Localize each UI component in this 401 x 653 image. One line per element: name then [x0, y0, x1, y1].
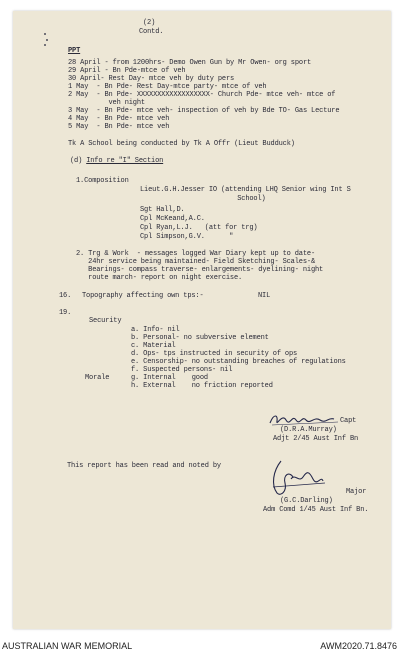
- security-item: h. External no friction reported: [131, 382, 273, 390]
- item16-text: Topography affecting own tps:-: [82, 292, 204, 300]
- signature1-name: (D.R.A.Murray): [280, 426, 337, 434]
- program-line: 1 May - Bn Pde- Rest Day-mtce party- mtce of veh: [68, 83, 267, 91]
- signature2-rank: Major: [346, 488, 367, 496]
- section-d-heading: (d) Info re "I" Section: [70, 157, 164, 165]
- signature-darling: [263, 457, 343, 499]
- item19-number: 19.: [59, 309, 72, 317]
- program-line: 28 April - from 1200hrs- Demo Owen Gun by Mr Owen- org sport: [68, 59, 312, 67]
- program-line: 3 May - Bn Pde- mtce veh- inspection of veh by Bde TO- Gas Lecture: [68, 107, 340, 115]
- morale-label: Morale: [85, 374, 110, 382]
- trg-work-line: 24hr service being maintained- Field Sketching- Scales-&: [76, 258, 315, 266]
- member-line: Cpl Simpson,G.V. ": [140, 233, 234, 241]
- program-line: 5 May - Bn Pde- mtce veh: [68, 123, 170, 131]
- document-page: [13, 11, 391, 629]
- security-item: c. Material: [131, 342, 176, 350]
- program-line: 2 May - Bn Pde- XXXXXXXXXXXXXXXXXX- Church Pde- mtce veh- mtce of: [68, 91, 336, 99]
- school-note: Tk A School being conducted by Tk A Offr (Lieut Budduck): [68, 140, 295, 148]
- signature2-name: (G.C.Darling): [280, 497, 333, 505]
- item16-number: 16.: [59, 292, 72, 300]
- footer-source: AUSTRALIAN WAR MEMORIAL: [2, 641, 133, 651]
- security-item: f. Suspected persons- nil: [131, 366, 233, 374]
- program-line: veh night: [68, 99, 145, 107]
- noted-line: This report has been read and noted by: [67, 462, 221, 470]
- footer-bar: [0, 638, 401, 653]
- security-item: a. Info- nil: [131, 326, 180, 334]
- member-line: School): [140, 195, 266, 203]
- program-line: 29 April - Bn Pde-mtce of veh: [68, 67, 186, 75]
- program-label: PPT: [68, 47, 81, 55]
- trg-work-line: Bearings- compass traverse- enlargements- dyelining- night: [76, 266, 324, 274]
- member-line: Lieut.G.H.Jesser IO (attending LHQ Senior wing Int S: [140, 186, 351, 194]
- member-line: Cpl McKeand,A.C.: [140, 215, 205, 223]
- signature1-rank: Capt: [340, 417, 357, 425]
- signature2-title: Adm Comd 1/45 Aust Inf Bn.: [263, 506, 369, 514]
- security-item: d. Ops- tps instructed in security of ops: [131, 350, 298, 358]
- security-item: e. Censorship- no outstanding breaches of regulations: [131, 358, 346, 366]
- member-line: Sgt Hall,D.: [140, 206, 185, 214]
- composition-label: 1.Composition: [76, 177, 129, 185]
- trg-work-line: route march- report on night exercise.: [76, 274, 243, 282]
- security-item: b. Personal- no subversive element: [131, 334, 269, 342]
- item16-value: NIL: [258, 292, 271, 300]
- trg-work-line: 2. Trg & Work - messages logged War Diary kept up to date-: [76, 250, 315, 258]
- program-line: 30 April- Rest Day- mtce veh by duty pers: [68, 75, 235, 83]
- page-number: (2): [143, 19, 156, 27]
- security-label: Security: [89, 317, 122, 325]
- member-line: Cpl Ryan,L.J. (att for trg): [140, 224, 258, 232]
- contd-label: Contd.: [139, 28, 164, 36]
- security-item: g. Internal good: [131, 374, 208, 382]
- signature1-title: Adjt 2/45 Aust Inf Bn: [273, 435, 359, 443]
- footer-accession: AWM2020.71.8476: [320, 641, 397, 651]
- program-line: 4 May - Bn Pde- mtce veh: [68, 115, 170, 123]
